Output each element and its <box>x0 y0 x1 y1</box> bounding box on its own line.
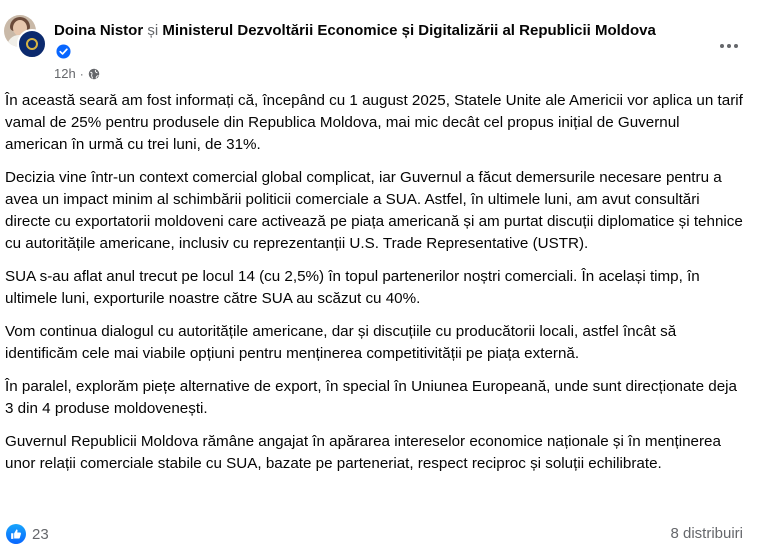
post-meta <box>54 66 100 81</box>
page-avatar[interactable] <box>17 29 47 59</box>
page-name-link[interactable]: Ministerul Dezvoltării Economice și Digitalizării al Republicii Moldova <box>162 22 656 39</box>
post-paragraph: În paralel, explorăm piețe alternative de export, în special în Uniunea Europeană, unde sunt direcționate deja 3 din 4 produse moldovenești. <box>5 378 738 417</box>
post-footer <box>6 524 743 548</box>
reaction-count: 23 <box>32 525 49 543</box>
post-timestamp[interactable]: 12h <box>54 66 76 81</box>
shares-count-link[interactable]: 8 distribuiri <box>670 525 743 542</box>
meta-separator: · <box>79 66 84 81</box>
post-text <box>5 90 745 486</box>
reactions-summary[interactable] <box>6 524 49 544</box>
post-header <box>4 10 757 88</box>
post-authors <box>54 21 714 41</box>
verified-badge-icon <box>56 44 71 59</box>
author-name-link[interactable]: Doina Nistor <box>54 22 144 39</box>
avatar-group[interactable] <box>4 15 44 55</box>
conjunction: și <box>147 22 159 39</box>
post-paragraph: Guvernul Republicii Moldova rămâne angajat în apărarea intereselor economice naționale și în menținerea unor relații comerciale stabile cu SUA, bazate pe parteneriat, respect reciproc și soluții echilibrate. <box>5 433 721 472</box>
post-paragraph: SUA s-au aflat anul trecut pe locul 14 (cu 2,5%) în topul partenerilor noștri comerciali. În același timp, în ultimele luni, exporturile noastre către SUA au scăzut cu 40%. <box>5 268 700 307</box>
more-options-button[interactable] <box>715 36 743 56</box>
coat-of-arms-icon <box>26 38 38 50</box>
post-paragraph: Vom continua dialogul cu autoritățile americane, dar și discuțiile cu producătorii locali, astfel încât să identificăm cele mai viabile opțiuni pentru menținerea competitivității pe piața externă. <box>5 323 677 362</box>
post-paragraph: Decizia vine într-un context comercial global complicat, iar Guvernul a făcut demersurile necesare pentru a avea un impact minim al schimbării politicii comerciale a SUA. Astfel, în ultimele luni, am avut consultări directe cu exportatorii moldoveni care activează pe piața americană și am purtat discuții diplomatice și tehnice cu autoritățile americane, inclusiv cu reprezentanții U.S. Trade Representative (USTR). <box>5 169 743 252</box>
globe-icon[interactable] <box>88 68 100 80</box>
more-horizontal-icon <box>720 44 724 48</box>
like-icon <box>6 524 26 544</box>
post-paragraph: În această seară am fost informați că, începând cu 1 august 2025, Statele Unite ale Americii vor aplica un tarif vamal de 25% pentru produsele din Republica Moldova, mai mic decât cel propus inițial de Guvernul american în urmă cu trei luni, de 31%. <box>5 92 743 153</box>
